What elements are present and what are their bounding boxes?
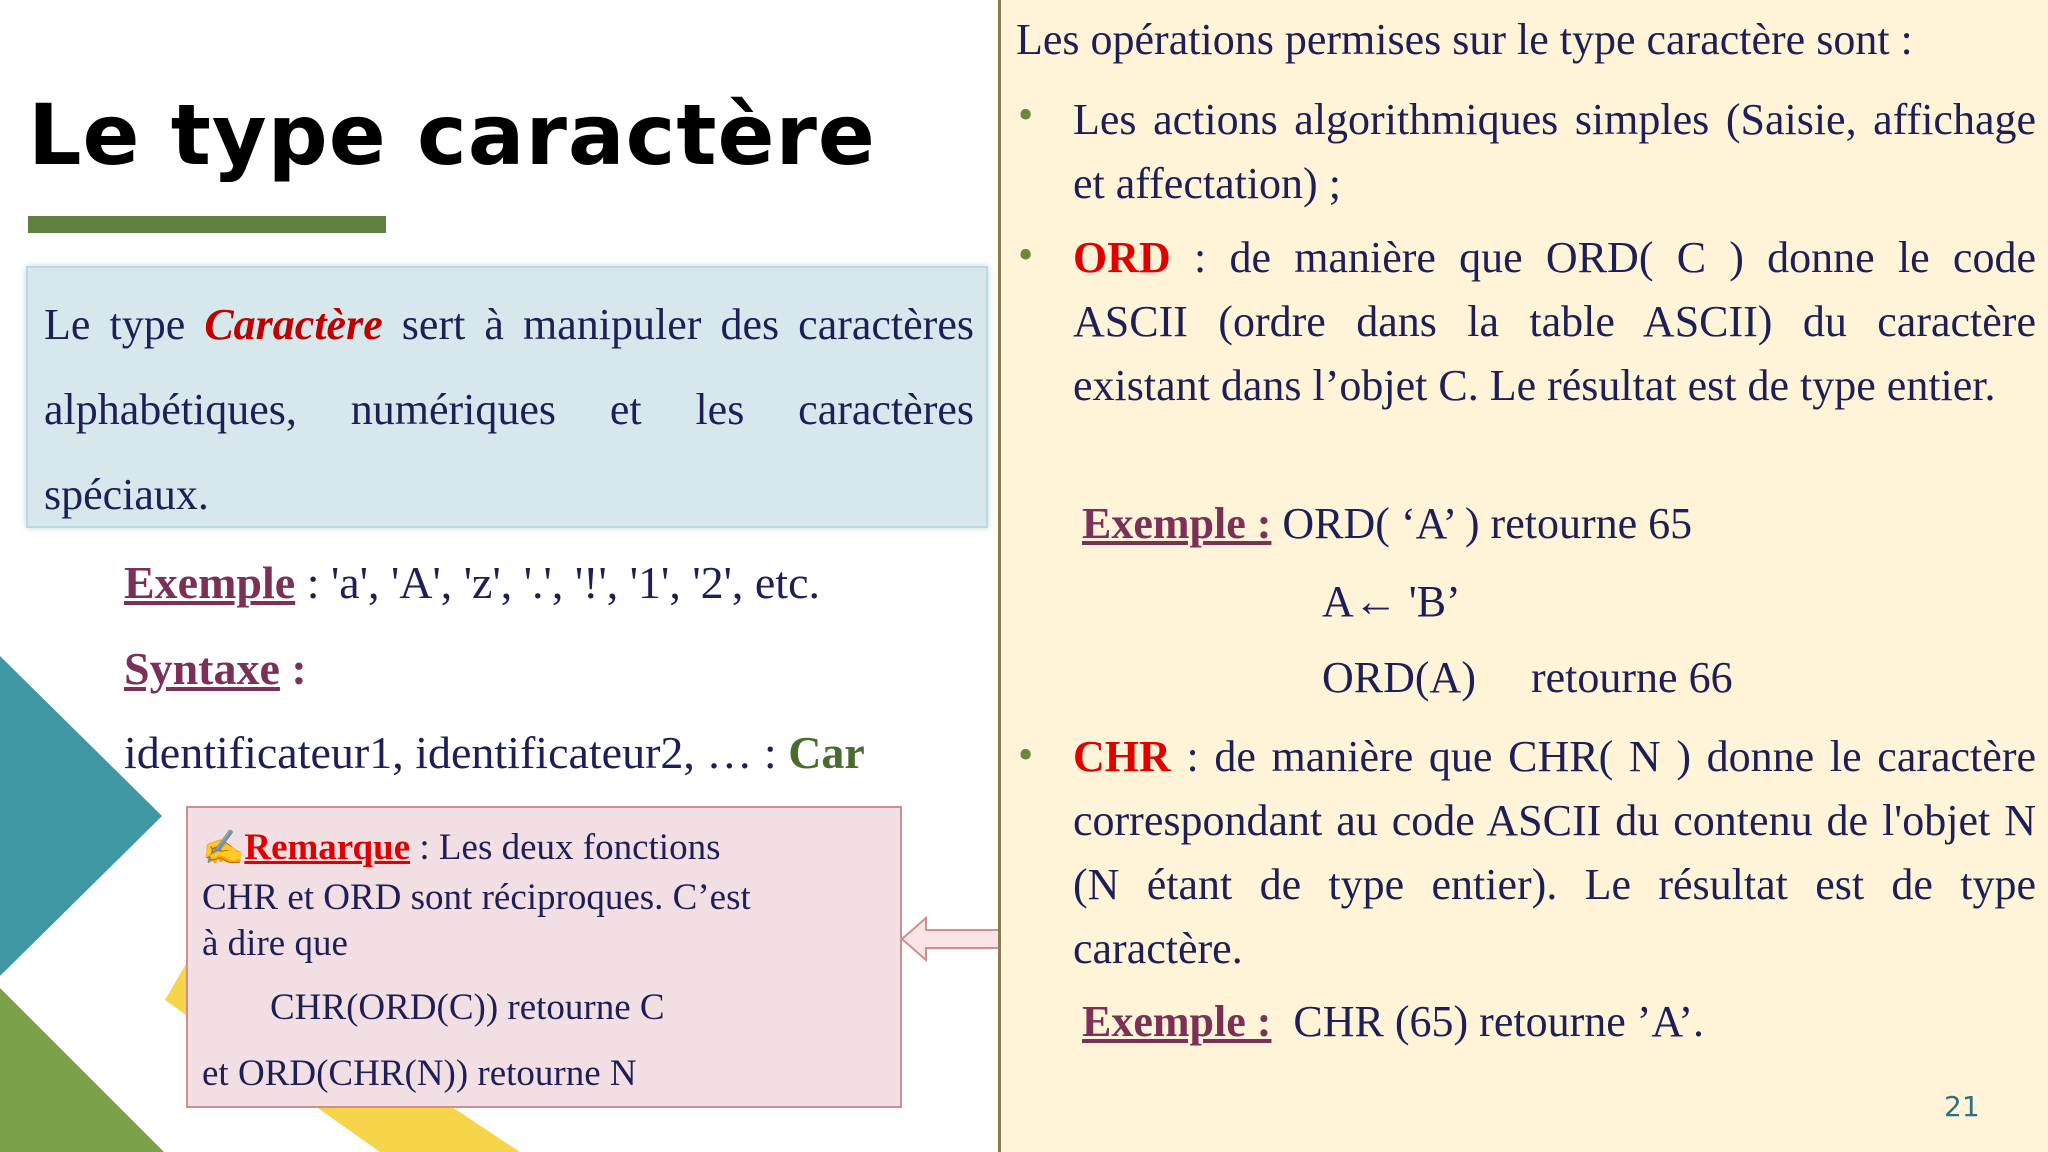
definition-suffix: sert à manipuler des caractères alphabétiques, numériques et les caractères spéciaux.: [44, 300, 974, 519]
definition-keyword: Caractère: [204, 300, 383, 349]
syntax-heading: [124, 642, 307, 695]
example-label: Exemple: [124, 557, 296, 608]
example-line: [124, 556, 820, 609]
page-number: 21: [1944, 1090, 1980, 1123]
bullet-3-marker: •: [1015, 736, 1037, 777]
ord-example-label: Exemple :: [1082, 499, 1272, 548]
ord-keyword: ORD: [1073, 233, 1171, 282]
bullet-2-text: [1073, 226, 2036, 418]
chr-keyword: CHR: [1073, 732, 1171, 781]
syntax-line: [124, 726, 865, 779]
chr-example: CHR (65) retourne ’A’.: [1271, 997, 1704, 1046]
example-text: : 'a', 'A', 'z', '.', '!', '1', '2', etc.: [295, 557, 821, 608]
slide-title: Le type caractère: [28, 86, 876, 184]
remark-label: Remarque: [244, 827, 411, 868]
ord-example-line-2: A← 'B’: [1322, 577, 1461, 626]
syntax-identifiers: identificateur1, identificateur2, … :: [124, 727, 789, 778]
remark-line-2: CHR et ORD sont réciproques. C’est: [202, 877, 751, 918]
bullet-3-text: [1073, 725, 2036, 981]
green-triangle-shape: [0, 988, 164, 1152]
bullet-1-text: Les actions algorithmiques simples (Saisie, affichage et affectation) ;: [1073, 95, 2036, 208]
remark-line-3: à dire que: [202, 923, 348, 964]
syntax-label: Syntaxe: [124, 643, 280, 694]
definition-text: [44, 282, 974, 537]
syntax-type: Car: [788, 727, 865, 778]
remark-line-5: et ORD(CHR(N)) retourne N: [202, 1053, 637, 1094]
ord-example-line-1: [1082, 498, 1692, 549]
writing-hand-icon: ✍: [202, 830, 245, 867]
bullet-1-marker: •: [1015, 96, 1037, 137]
teal-triangle-shape: [0, 656, 162, 976]
chr-example-label: Exemple :: [1082, 997, 1272, 1046]
ord-example-1: ORD( ‘A’ ) retourne 65: [1271, 499, 1693, 548]
title-underline-bar: [28, 216, 386, 233]
ord-description: : de manière que ORD( C ) donne le code ASCII (ordre dans la table ASCII) du caractère existant dans l’objet C. Le résultat est de type entier.: [1073, 233, 2036, 410]
ord-example-line-3: ORD(A) retourne 66: [1322, 653, 1733, 702]
left-arrow-icon: [900, 916, 1005, 962]
remark-line-4: CHR(ORD(C)) retourne C: [270, 987, 665, 1028]
remark-line-1-text: : Les deux fonctions: [410, 827, 721, 868]
remark-line-1: [202, 826, 720, 869]
chr-description: : de manière que CHR( N ) donne le caractère correspondant au code ASCII du contenu de l'objet N (N étant de type entier). Le résultat est de type caractère.: [1073, 732, 2036, 973]
bullet-2-marker: •: [1015, 236, 1037, 277]
chr-example-line: [1082, 996, 1704, 1047]
syntax-colon: :: [279, 643, 307, 694]
operations-intro: Les opérations permises sur le type caractère sont :: [1016, 15, 1913, 64]
definition-prefix: Le type: [44, 300, 205, 349]
